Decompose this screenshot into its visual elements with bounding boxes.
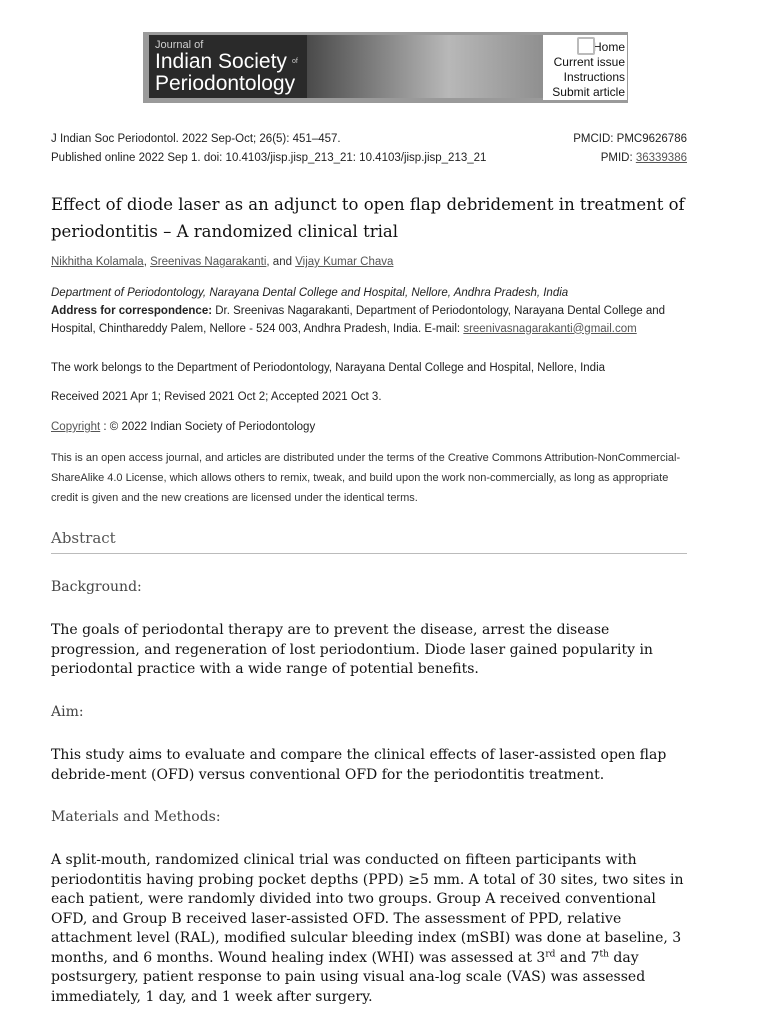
published-line: Published online 2022 Sep 1. doi: 10.4103/jisp.jisp_213_21: 10.4103/jisp.jisp_213_21 xyxy=(51,152,487,164)
logo-of-text: of xyxy=(292,58,298,65)
correspondence-label: Address for correspondence: xyxy=(51,305,213,317)
pmid-label: PMID: xyxy=(600,152,636,164)
methods-text-c: day postsurgery, patient response to pain using visual ana-log scale (VAS) was assessed immediately, 1 day, and 1 week after surgery. xyxy=(51,949,646,1005)
pmid xyxy=(601,152,687,164)
author-link[interactable]: Sreenivas Nagarakanti xyxy=(150,256,267,268)
author-list xyxy=(51,256,393,268)
methods-paragraph xyxy=(51,851,687,1007)
pmcid: PMCID: PMC9626786 xyxy=(573,133,687,145)
ordinal-suffix: th xyxy=(599,948,609,959)
pmid-link[interactable]: 36339386 xyxy=(635,152,687,164)
background-heading: Background: xyxy=(51,579,142,595)
journal-logo[interactable] xyxy=(149,35,307,98)
aim-paragraph: This study aims to evaluate and compare the clinical effects of laser-assisted open flap debride-ment (OFD) versus conventional OFD for the periodontitis treatment. xyxy=(51,747,667,783)
author-separator: , and xyxy=(266,256,296,268)
menu-instructions-link[interactable]: Instructions xyxy=(563,70,625,84)
article-title: Effect of diode laser as an adjunct to open flap debridement in treatment of periodontitis – A randomized clinical trial xyxy=(51,195,685,241)
ordinal-suffix: rd xyxy=(545,948,556,959)
methods-heading: Materials and Methods: xyxy=(51,809,221,825)
work-belongs-note: The work belongs to the Department of Periodontology, Narayana Dental College and Hospital, Nellore, India xyxy=(51,362,606,374)
copyright-line xyxy=(51,421,315,433)
article-dates: Received 2021 Apr 1; Revised 2021 Oct 2; Accepted 2021 Oct 3. xyxy=(51,391,382,403)
methods-text-b: and 7 xyxy=(555,949,600,966)
methods-text-a: A split-mouth, randomized clinical trial was conducted on fifteen participants with periodontitis having probing pocket depths (PPD) ≥5 mm. A total of 30 sites, two sites in each patient, were randomly divided into two groups. Group A received conventional OFD, and Group B received laser-assisted OFD. The assessment of PPD, relative attachment level (RAL), modified sulcular bleeding index (mSBI) was done at baseline, 3 months, and 6 months. Wound healing index (WHI) was assessed at 3 xyxy=(51,852,684,966)
author-separator: , xyxy=(143,256,151,268)
banner-graphic xyxy=(307,35,543,98)
menu-home-link[interactable]: Home xyxy=(592,40,625,54)
menu-current-issue-link[interactable]: Current issue xyxy=(553,55,625,69)
correspondence-address: Dr. Sreenivas Nagarakanti, Department of Periodontology, Narayana Dental College and Hospital, Chinthareddy Palem, Nellore - 524 003, Andhra Pradesh, India. E-mail: xyxy=(51,305,666,335)
aim-heading: Aim: xyxy=(51,704,84,720)
author-link[interactable]: Vijay Kumar Chava xyxy=(295,256,394,268)
logo-line-1: Indian Society xyxy=(155,50,287,73)
abstract-heading: Abstract xyxy=(51,529,116,547)
author-link[interactable]: Nikhitha Kolamala xyxy=(51,256,144,268)
journal-menu xyxy=(543,35,627,100)
background-paragraph: The goals of periodontal therapy are to prevent the disease, arrest the disease progression, and regeneration of lost periodontium. Diode laser gained popularity in periodontal practice with a wide range of potential benefits. xyxy=(51,622,653,677)
logo-line-2: Periodontology xyxy=(155,72,296,95)
department-affiliation: Department of Periodontology, Narayana Dental College and Hospital, Nellore, Andhra Pradesh, India xyxy=(51,287,569,299)
citation-line: J Indian Soc Periodontol. 2022 Sep-Oct; 26(5): 451–457. xyxy=(51,133,341,145)
email-link[interactable]: sreenivasnagarakanti@gmail.com xyxy=(463,322,637,335)
logo-journal-text: Journal of xyxy=(155,39,204,51)
license-text: This is an open access journal, and articles are distributed under the terms of the Creative Commons Attribution-NonCommercial-ShareAlike 4.0 License, which allows others to remix, tweak, and build upon the work non-commercially, as long as appropriate credit is given and the new creations are licensed under the identical terms. xyxy=(51,452,681,504)
copyright-text: : © 2022 Indian Society of Periodontology xyxy=(100,421,316,433)
document-icon xyxy=(577,37,595,55)
correspondence-block xyxy=(51,303,691,338)
journal-banner xyxy=(143,32,628,103)
menu-submit-article-link[interactable]: Submit article xyxy=(552,85,625,99)
copyright-link[interactable]: Copyright xyxy=(51,421,101,433)
section-divider xyxy=(51,553,687,554)
